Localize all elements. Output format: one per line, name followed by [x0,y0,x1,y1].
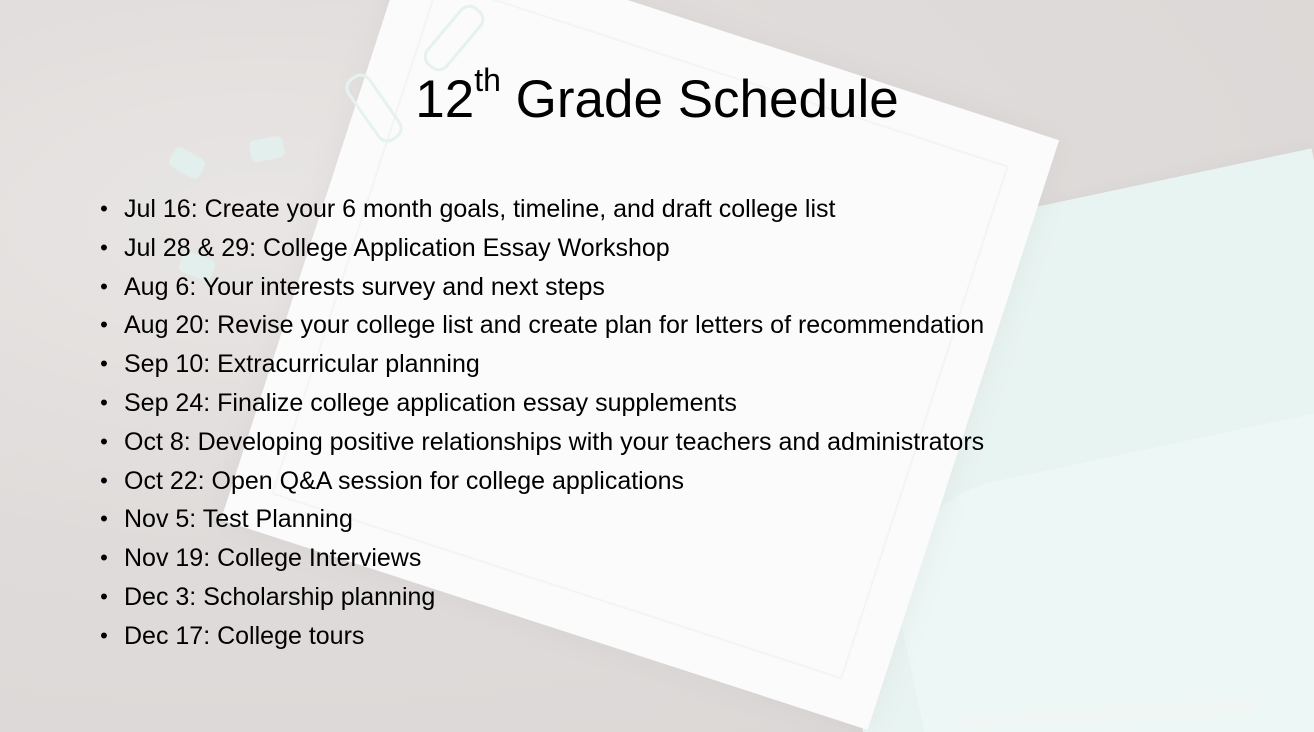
schedule-item-text: Nov 19: College Interviews [124,544,422,573]
bullet-icon: • [100,545,108,571]
schedule-item-text: Aug 20: Revise your college list and create plan for letters of recommendation [124,311,985,340]
title-number: 12 [415,70,475,129]
schedule-item [96,539,984,578]
bullet-icon: • [100,583,108,609]
schedule-item-text: Jul 28 & 29: College Application Essay Workshop [124,233,670,262]
schedule-item [96,345,984,384]
schedule-item-text: Nov 5: Test Planning [124,505,353,534]
bullet-icon: • [100,273,108,299]
schedule-item-text: Dec 17: College tours [124,621,365,650]
title-text: Grade Schedule [500,70,899,129]
schedule-item [96,384,984,423]
bullet-icon: • [100,467,108,493]
bullet-icon: • [100,234,108,260]
schedule-item [96,462,984,501]
bullet-icon: • [100,428,108,454]
schedule-item-text: Oct 22: Open Q&A session for college applications [124,466,685,495]
schedule-item [96,306,984,345]
schedule-item-text: Oct 8: Developing positive relationships with your teachers and administrators [124,427,985,456]
schedule-item-text: Jul 16: Create your 6 month goals, timeline, and draft college list [124,195,836,223]
schedule-item-text: Aug 6: Your interests survey and next steps [124,272,605,301]
schedule-item [96,268,984,307]
schedule-item [96,423,984,462]
bullet-icon: • [100,506,108,532]
schedule-item-text: Sep 10: Extracurricular planning [124,350,480,379]
bullet-icon: • [100,312,108,338]
schedule-item-text: Sep 24: Finalize college application essay supplements [124,388,737,417]
schedule-item-text: Dec 3: Scholarship planning [124,582,436,611]
slide-title [0,62,1314,132]
bullet-icon: • [100,196,108,221]
bullet-icon: • [100,351,108,377]
bullet-icon: • [100,622,108,648]
bullet-icon: • [100,389,108,415]
schedule-item [96,229,984,268]
schedule-list [96,190,984,656]
schedule-item [96,578,984,617]
schedule-item [96,500,984,539]
schedule-item [96,617,984,656]
title-superscript: th [474,62,501,98]
schedule-item [96,190,984,229]
